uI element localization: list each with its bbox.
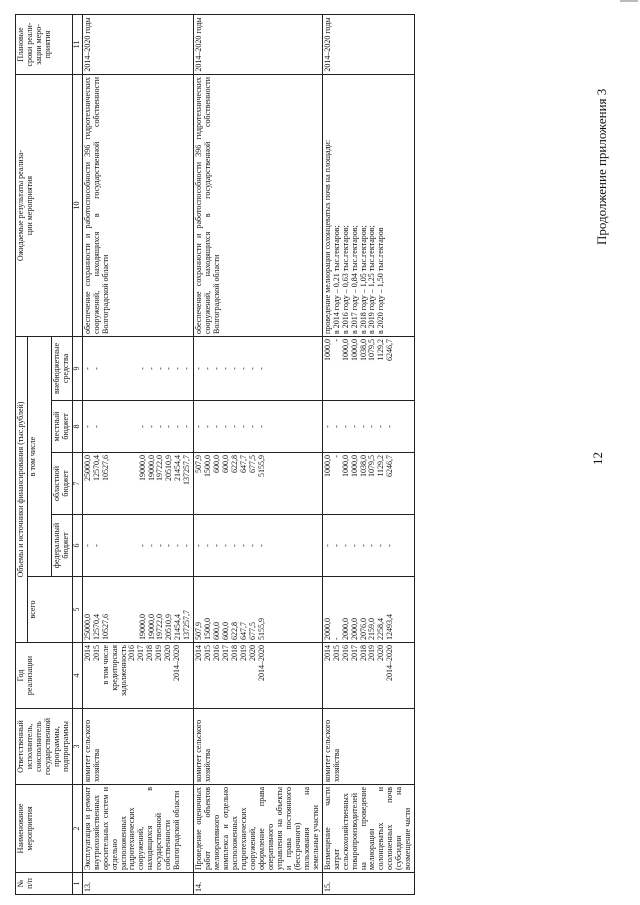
col-number: 4 (72, 643, 82, 709)
header-name: Наименование мероприятия (16, 785, 73, 873)
col-number: 1 (72, 873, 82, 895)
header-deadline: Плановые сроки реали- зации меро- приятия (16, 15, 73, 75)
row-number: 13. (82, 873, 194, 895)
regional-values: 1000,0 - 1000,0 1000,0 1038,0 1079,5 1129,2 6246,7 (322, 453, 415, 515)
expected-results: обеспечение сохранности и работоспособности 396 гидротехнических сооружений, находящихся в государственной собственности Волгоградской области (82, 75, 194, 337)
deadline: 2014–2020 годы (322, 15, 415, 75)
expected-results: проведение мелиорации солонцеватых почв на площади: в 2014 году – 0,21 тыс.гектаров; в 2016 году – 0,63 тыс.гектаров; в 2017 году – 0,84 тыс.гектаров; в 2018 году – 1,05 тыс.гектаров; в 2019 году – 1,25 тыс.гектаров; в 2020 году – 1,50 тыс.гектаров (322, 75, 415, 337)
col-number: 2 (72, 785, 82, 873)
measure-name: Эксплуатация и ремонт внутрихозяйственных оросительных систем и отдельно расположенных гидротехнических сооружений, находящихся в государственной собственности Волгоградской области (82, 785, 194, 873)
header-local: местный бюджет (51, 401, 72, 453)
local-values: - - - - - - - - (322, 401, 415, 453)
measure-name: Возмещение части затрат сельскохозяйственных товаропроизводителей на проведение мелиорации солонцеватых и осолоненных почв (субсидии на возмещение части (322, 785, 415, 873)
expected-results: обеспечение сохранности и работоспособности 396 гидротехнических сооружений, находящихся в государственной собственности Волгоградской области (194, 75, 322, 337)
extra-budget-values: 1000,0 - 1000,0 1000,0 1038,0 1079,5 1129,2 6246,7 (322, 337, 415, 401)
deadline: 2014–2020 годы (194, 15, 322, 75)
extra-budget-values: - - - - - - - - (82, 337, 194, 401)
regional-values: 507,9 1500,0 600,0 600,0 622,8 647,7 677,5 5155,9 (194, 453, 322, 515)
responsible-executor: комитет сельского хозяйства (322, 709, 415, 785)
header-extra: внебюджетные средства (51, 337, 72, 401)
header-results: Ожидаемые результаты реализа- ции мероприятия (16, 75, 73, 337)
total-values: 2000,0 - 2000,0 2000,0 2076,0 2159,0 2258,4 12493,4 (322, 577, 415, 643)
header-num: № п/п (16, 873, 73, 895)
deadline: 2014–2020 годы (82, 15, 194, 75)
col-number: 5 (72, 577, 82, 643)
regional-values: 25000,0 12570,4 10527,6 19000,0 19000,0 19722,0 20510,9 21454,4 137257,7 (82, 453, 194, 515)
year-list: 2014 2015 2016 2017 2018 2019 2020 2014–2020 (322, 643, 415, 709)
year-list: 2014 2015 2016 2017 2018 2019 2020 2014–2020 (194, 643, 322, 709)
col-number: 9 (72, 337, 82, 401)
local-values: - - - - - - - - (194, 401, 322, 453)
row-number: 14. (194, 873, 322, 895)
col-number: 6 (72, 515, 82, 577)
table-row (82, 15, 194, 895)
program-measures-table (15, 14, 415, 895)
header-responsible: Ответственный исполнитель, соисполнитель государственной программы, подпрограммы (16, 709, 73, 785)
responsible-executor: комитет сельского хозяйства (82, 709, 194, 785)
federal-values: - - - - - - - - (194, 515, 322, 577)
header-total: всего (27, 577, 72, 643)
measure-name: Проведение оценочных работ объектов мелиоративного комплекса и отдельно расположенных гидротехнических сооружений, оформление права оперативного управления на объекты и права постоянного (бессрочного) пользования на земельные участки (194, 785, 322, 873)
header-federal: федеральный бюджет (51, 515, 72, 577)
year-list: 2014 2015 в том числе кредиторская задолженность 2016 2017 2018 2019 2020 2014–2020 (82, 643, 194, 709)
col-number: 8 (72, 401, 82, 453)
federal-values: - - - - - - - - (82, 515, 194, 577)
responsible-executor: комитет сельского хозяйства (194, 709, 322, 785)
local-values: - - - - - - - - (82, 401, 194, 453)
table-row (322, 15, 415, 895)
col-number: 10 (72, 75, 82, 337)
header-funding: Объемы и источники финансирования (тыс.рублей) (16, 337, 28, 643)
page-number: 12 (590, 452, 605, 465)
federal-values: - - - - - - - - (322, 515, 415, 577)
table-row (194, 15, 322, 895)
col-number: 3 (72, 709, 82, 785)
col-number: 7 (72, 453, 82, 515)
header-including: в том числе (27, 337, 51, 577)
column-number-row (72, 15, 82, 895)
row-number: 15. (322, 873, 415, 895)
header-regional: областной бюджет (51, 453, 72, 515)
total-values: 507,9 1500,0 600,0 600,0 622,8 647,7 677,5 5155,9 (194, 577, 322, 643)
total-values: 25000,0 12570,4 10527,6 19000,0 19000,0 19722,0 20510,9 21454,4 137257,7 (82, 577, 194, 643)
appendix-caption: Продолжение приложения 3 (594, 88, 609, 245)
extra-budget-values: - - - - - - - - (194, 337, 322, 401)
col-number: 11 (72, 15, 82, 75)
header-year: Год реализации (16, 643, 73, 709)
